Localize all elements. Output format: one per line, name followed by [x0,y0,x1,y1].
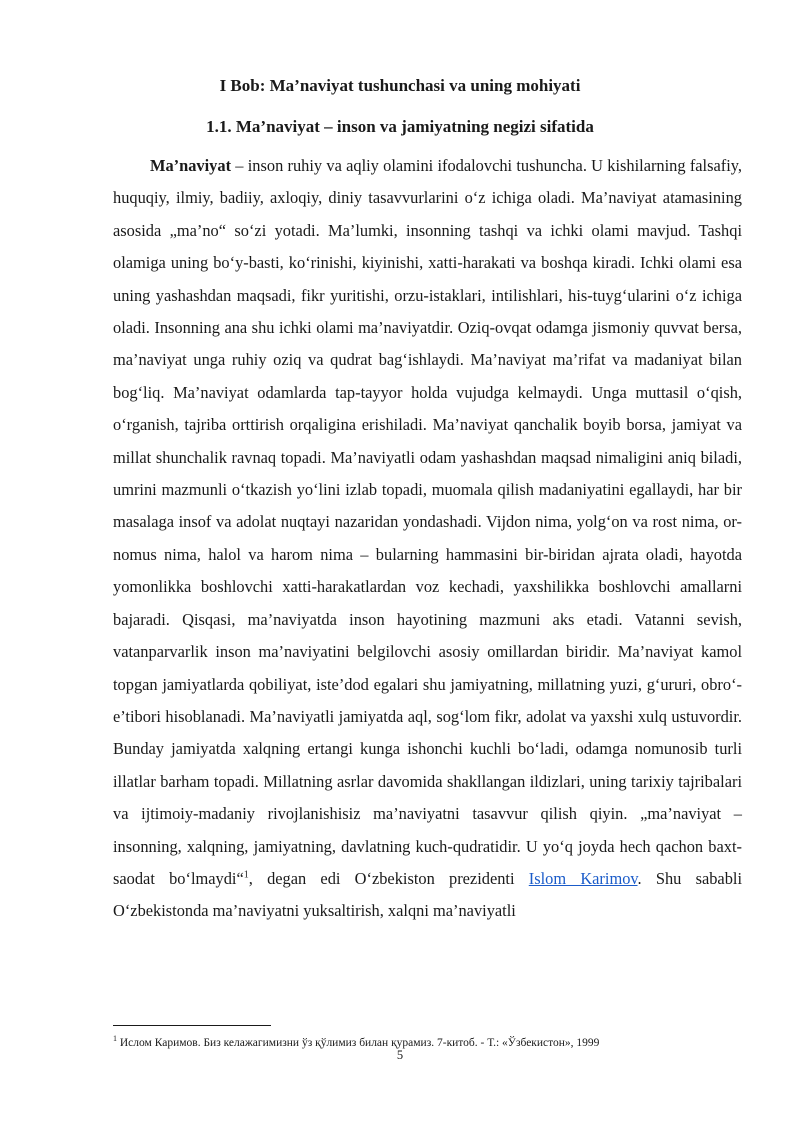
section-heading: 1.1. Ma’naviyat – inson va jamiyatning negizi sifatida [206,117,594,136]
chapter-heading: I Bob: Ma’naviyat tushunchasi va uning mohiyati [219,76,581,95]
footnote-reference[interactable]: 1 [243,869,249,881]
body-text: – inson ruhiy va aqliy olamini ifodalovchi tushuncha. U kishilarning falsafiy, huquqiy, ilmiy, badiiy, axloqiy, diniy tasavvurlarini o‘z ichiga oladi. Ma’naviyat atamasining asosida „ma’no“ so‘zi yotadi. Ma’lumki, insonning tashqi va ichki olami mavjud. Tashqi olamiga uning bo‘y-basti, ko‘rinishi, kiyinishi, xatti-harakati va boshqa kiradi. Ichki olami esa uning yashashdan maqsadi, fikr yuritishi, orzu-istaklari, intilishlari, his-tuyg‘ularini o‘z ichiga oladi. Insonning ana shu ichki olami ma’naviyatdir. Oziq-ovqat odamga jismoniy quvvat bersa, ma’naviyat unga ruhiy oziq va qudrat bag‘ishlaydi. Ma’naviyat ma’rifat va madaniyat bilan bog‘liq. Ma’naviyat odamlarda tap-tayyor holda vujudga kelmaydi. Unga muttasil o‘qish, o‘rganish, tajriba orttirish orqaligina erishiladi. Ma’naviyat qanchalik boyib borsa, jamiyat va millat shunchalik ravnaq topadi. Ma’naviyatli odam yashashdan maqsad nimaligini aniq biladi, umrini mazmunli o‘tkazish yo‘lini izlab topadi, muomala qilish madaniyatini egallaydi, har bir masalaga insof va adolat nuqtayi nazaridan yondashadi. Vijdon nima, yolg‘on va rost nima, or-nomus nima, halol va harom nima – bularning hammasini bir-biridan ajrata oladi, hayotda yomonlikka boshlovchi xatti-harakatlardan voz kechadi, yaxshilikka boshlovchi amallarni bajaradi. Qisqasi, ma’naviyatda inson hayotining mazmuni aks etadi. Vatanni sevish, vatanparvarlik inson ma’naviyatini belgilovchi asosiy omillardan biridir. Ma’naviyat kamol topgan jamiyatlarda qobiliyat, iste’dod egalari shu jamiyatning, millatning yuzi, g‘ururi, obro‘-e’tibori hisoblanadi. Ma’naviyatli jamiyatda aql, sog‘lom fikr, adolat va yaxshi xulq ustuvordir. Bunday jamiyatda xalqning ertangi kunga ishonchi kuchli bo‘ladi, odamga nomunosib turli illatlar barham topadi. Millatning asrlar davomida shakllangan ildizlari, uning tarixiy tajribalari va ijtimoiy-madaniy rivojlanishisiz ma’naviyatni tasavvur qilish qiyin. „ma’naviyat – insonning, xalqning, jamiyatning, davlatning kuch-qudratidir. U yo‘q joyda hech qachon baxt-saodat bo‘lmaydi“ [113,156,742,888]
body-paragraph [113,150,742,928]
body-text-end: . Shu sababli O‘zbekistonda ma’naviyatni yuksaltirish, xalqni ma’naviyatli [113,868,743,921]
author-link[interactable]: Islom Karimov [528,868,638,888]
body-text-continued: , degan edi O‘zbekiston prezidenti [248,868,529,888]
page-number: 5 [396,1048,404,1062]
footnote-mark: 1 [113,1034,117,1043]
footnote-text: Ислом Каримов. Биз келажагимизни ўз қўлимиз билан қурамиз. 7-китоб. - Т.: «Ўзбекистон», 1999 [117,1036,600,1049]
footnote-divider [113,1025,271,1026]
defined-term: Ma’naviyat [150,156,232,175]
